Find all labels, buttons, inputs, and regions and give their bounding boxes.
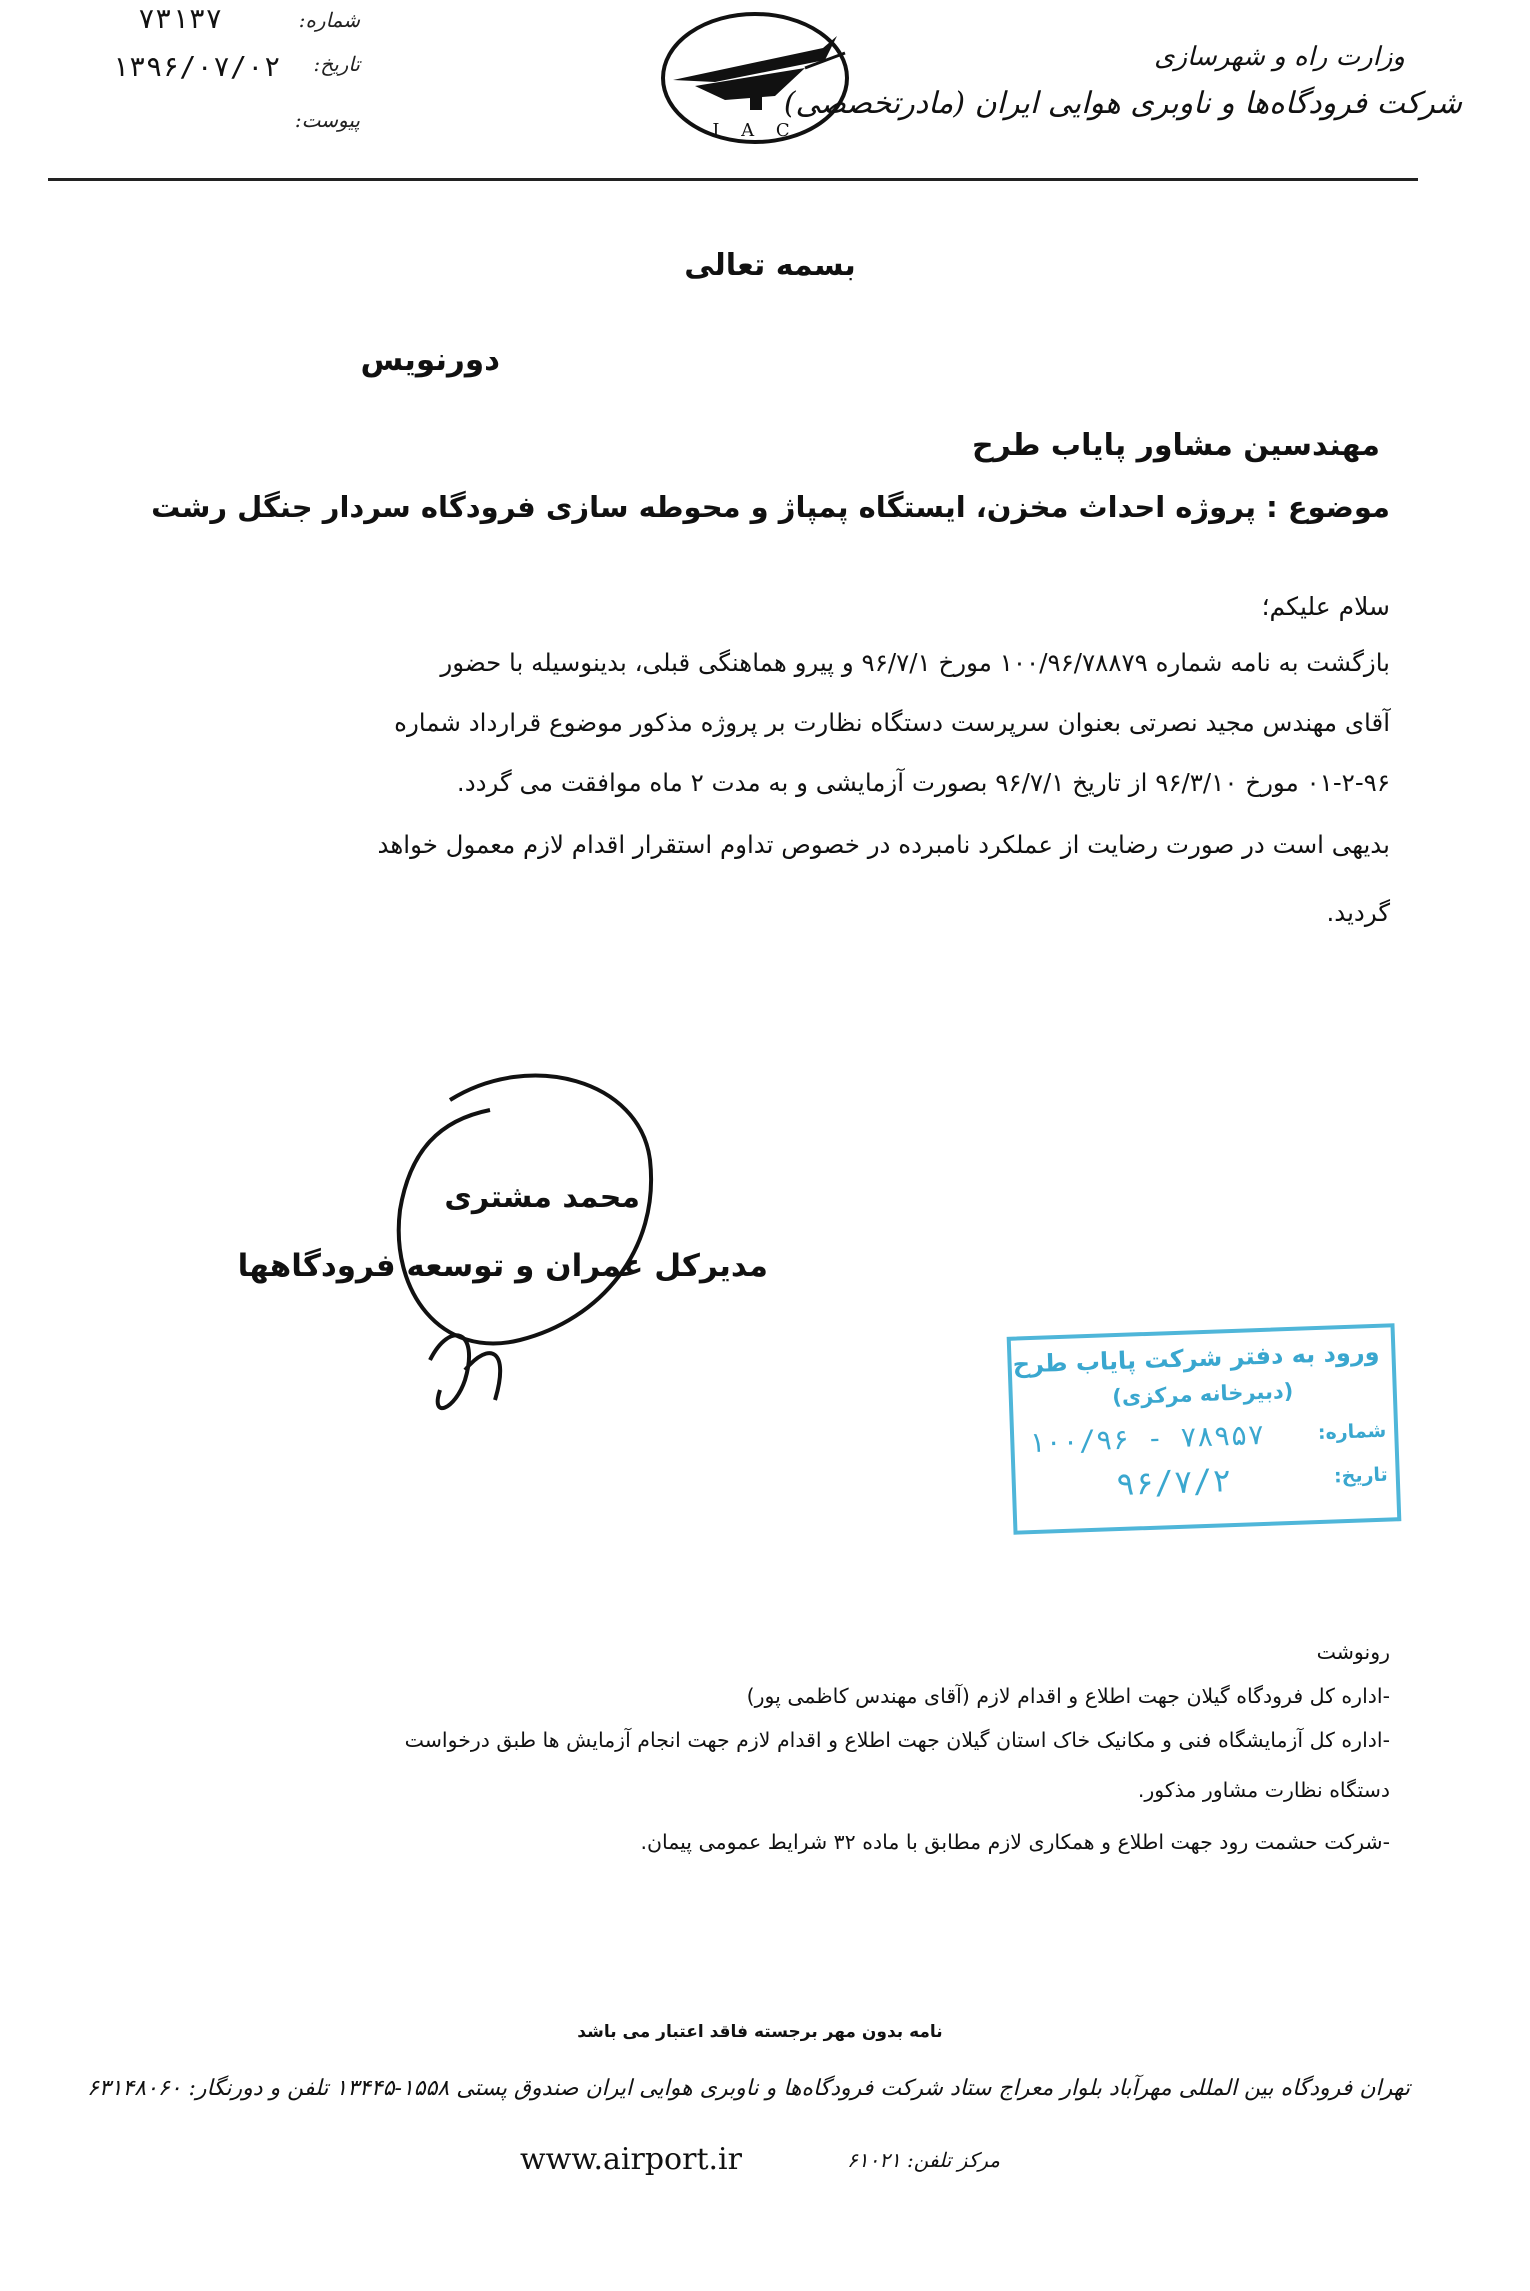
- stamp-number-label: شماره:: [1317, 1419, 1387, 1445]
- stamp-subtitle: (دبیرخانه مرکزی): [1111, 1378, 1294, 1410]
- company-logo: [655, 8, 855, 148]
- stamp-title: ورود به دفتر شرکت پایاب طرح: [1012, 1337, 1380, 1379]
- cc-item-3: -شرکت حشمت رود جهت اطلاع و همکاری لازم مطابق با ماده ۳۲ شرایط عمومی پیمان.: [640, 1830, 1390, 1854]
- document-type: دورنویس: [360, 342, 500, 378]
- subject: موضوع : پروژه احداث مخزن، ایستگاه پمپاژ و محوطه سازی فرودگاه سردار جنگل رشت: [151, 490, 1390, 524]
- seal-notice: نامه بدون مهر برجسته فاقد اعتبار می باشد: [577, 2022, 943, 2042]
- ministry-name: وزارت راه و شهرسازی: [1154, 42, 1405, 72]
- company-name: شرکت فرودگاه‌ها و ناوبری هوایی ایران (مادرتخصصی): [783, 86, 1462, 121]
- cc-item-1: -اداره کل فرودگاه گیلان جهت اطلاع و اقدام لازم (آقای مهندس کاظمی پور): [746, 1684, 1390, 1708]
- attachment-label: پیوست:: [294, 108, 360, 132]
- number-label: شماره:: [298, 8, 360, 32]
- cc-item-2-continued: دستگاه نظارت مشاور مذکور.: [1137, 1778, 1390, 1802]
- body-line-2: آقای مهندس مجید نصرتی بعنوان سرپرست دستگاه نظارت بر پروژه مذکور موضوع قرارداد شماره: [394, 708, 1390, 737]
- header-divider: [48, 178, 1418, 181]
- footer-address: تهران فرودگاه بین المللی مهرآباد بلوار معراج ستاد شرکت فرودگاه‌ها و ناوبری هوایی ایران صندوق پستی ۱۵۵۸-۱۳۴۴۵ تلفن و دورنگار: ۶۳۱۴۸۰۶۰: [86, 2076, 1410, 2101]
- stamp-date-label: تاریخ:: [1333, 1463, 1389, 1488]
- body-line-3: ۰۱-۲-۹۶ مورخ ۹۶/۳/۱۰ از تاریخ ۹۶/۷/۱ بصورت آزمایشی و به مدت ۲ ماه موافقت می گردد.: [456, 768, 1390, 797]
- footer-website[interactable]: www.airport.ir: [520, 2142, 742, 2177]
- signature-icon: [370, 1040, 690, 1440]
- signer-name: محمد مشتری: [444, 1180, 640, 1215]
- stamp-date: ۹۶/۷/۲: [1115, 1461, 1233, 1504]
- logo-letters: I A C: [712, 120, 798, 141]
- cc-heading: رونوشت: [1316, 1640, 1390, 1664]
- body-line-1: بازگشت به نامه شماره ۱۰۰/۹۶/۷۸۸۷۹ مورخ ۹۶/۷/۱ و پیرو هماهنگی قبلی، بدینوسیله با حضور: [440, 648, 1390, 677]
- body-line-4: بدیهی است در صورت رضایت از عملکرد نامبرده در خصوص تداوم استقرار اقدام لازم معمول خواهد: [377, 830, 1390, 859]
- letter-date: ۱۳۹۶/۰۷/۰۲: [112, 50, 281, 83]
- stamp-number: ۱۰۰/۹۶ - ۷۸۹۵۷: [1027, 1417, 1265, 1460]
- cc-item-2: -اداره کل آزمایشگاه فنی و مکانیک خاک استان گیلان جهت اطلاع و اقدام لازم جهت انجام آزمایش ها طبق درخواست: [404, 1728, 1390, 1752]
- signature-scribble: [370, 1040, 690, 1440]
- received-stamp: [1007, 1323, 1402, 1534]
- recipient: مهندسین مشاور پایاب طرح: [971, 428, 1380, 463]
- footer-center-phone: مرکز تلفن: ۶۱۰۲۱: [846, 2148, 1000, 2172]
- signer-position: مدیرکل عمران و توسعه فرودگاهها: [237, 1248, 768, 1284]
- invocation: بسمه تعالی: [684, 248, 856, 283]
- date-label: تاریخ:: [313, 52, 360, 76]
- greeting: سلام علیکم؛: [1261, 592, 1390, 621]
- body-line-5: گردید.: [1326, 898, 1390, 927]
- letter-number: ۷۳۱۳۷: [138, 2, 223, 35]
